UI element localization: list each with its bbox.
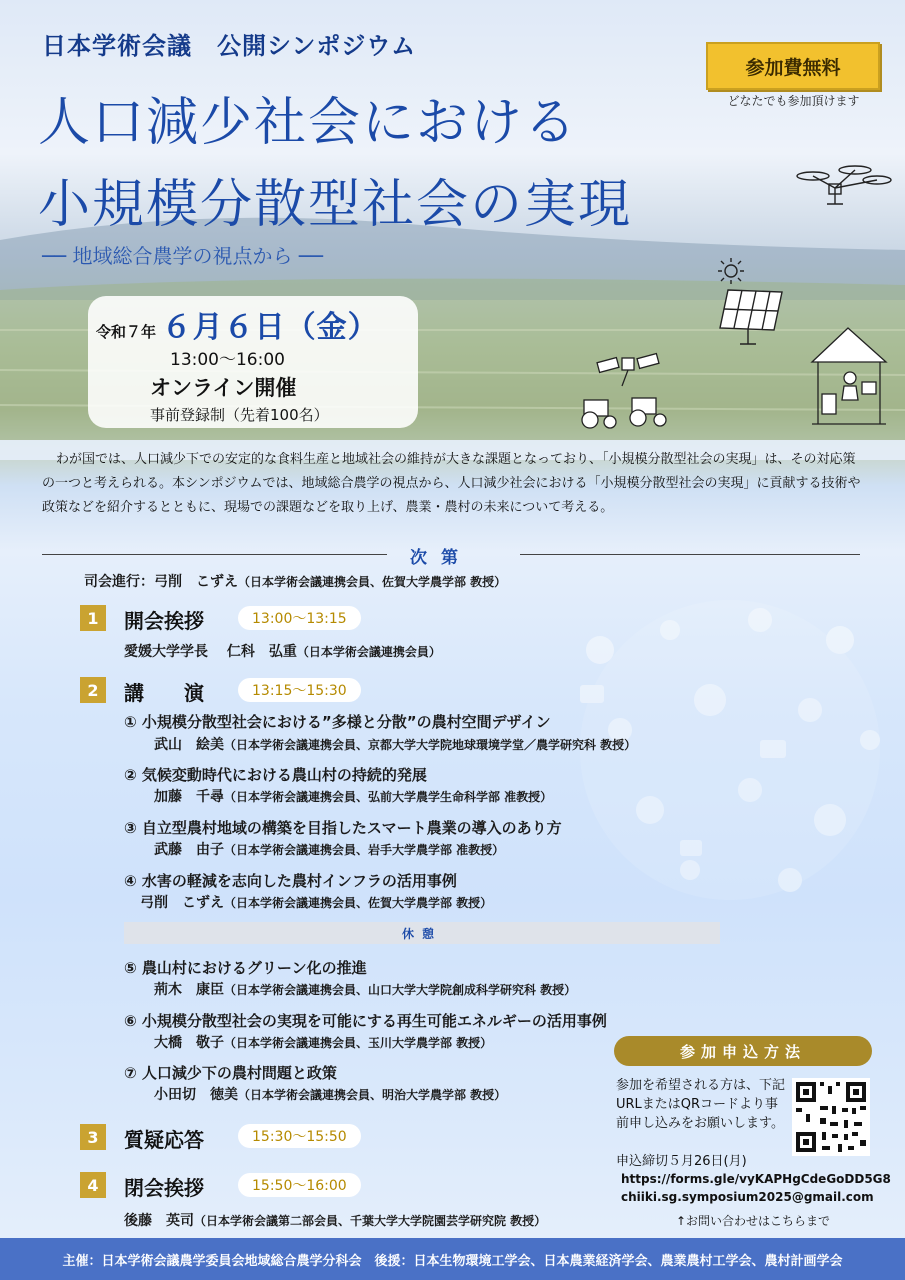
title-line-2: 小規模分散型社会の実現 xyxy=(38,175,633,235)
lecture-speaker-line xyxy=(154,1084,506,1104)
section-time: 13:15〜15:30 xyxy=(238,678,361,702)
speaker-affiliation: （日本学術会議連携会員、岩手大学農学部 准教授） xyxy=(224,843,505,857)
lecture-speaker-line xyxy=(140,892,492,912)
section-number: 4 xyxy=(80,1172,106,1198)
inquiry-note: ↑お問い合わせはこちらまで xyxy=(676,1214,831,1228)
drone-icon xyxy=(795,160,895,220)
free-admission-badge: 参加費無料 xyxy=(706,42,880,90)
speaker-name: 後藤 英司 xyxy=(124,1213,194,1229)
speaker-affiliation: （日本学術会議連携会員、弘前大学農学生命科学部 准教授） xyxy=(224,790,553,804)
speaker-affiliation: （日本学術会議連携会員、佐賀大学農学部 教授） xyxy=(224,896,493,910)
program-heading: 次第 xyxy=(410,548,472,568)
mc-line xyxy=(84,571,506,591)
speaker-affiliation: （日本学術会議連携会員、玉川大学農学部 教授） xyxy=(224,1036,493,1050)
subtitle: ── 地域総合農学の視点から ── xyxy=(42,244,323,268)
event-time: 13:00〜16:00 xyxy=(170,350,285,370)
speaker-affiliation: （日本学術会議第二部会員、千葉大学大学院園芸学研究院 教授） xyxy=(194,1214,547,1228)
section-number: 2 xyxy=(80,677,106,703)
lecture-title: ② 気候変動時代における農山村の持続的発展 xyxy=(124,766,427,784)
organizer-heading: 日本学術会議 公開シンポジウム xyxy=(42,32,417,60)
speaker-affiliation: （日本学術会議連携会員、京都大学大学院地球環境学堂／農学研究科 教授） xyxy=(224,738,637,752)
solar-panel-icon xyxy=(718,288,784,346)
speaker-affiliation: （日本学術会議連携会員、明治大学農学部 教授） xyxy=(238,1088,507,1102)
speaker-name: 小田切 徳美 xyxy=(154,1087,238,1103)
speaker-name: 愛媛大学学長 仁科 弘重 xyxy=(124,644,297,660)
intro-paragraph: わが国では、人口減少下での安定的な食料生産と地域社会の維持が大きな課題となっており、「小規模分散型社会の実現」は、その対応策の一つと考えられる。本シンポジウムでは、地域総合農学の視点から、人口減少社会における「小規模分散型社会の実現」に貢献する技術や政策などを紹介するとともに、現場での課題などを取り上げ、農業・農村の未来について考える。 xyxy=(42,452,861,515)
lecture-title: ① 小規模分散型社会における”多様と分散”の農村空間デザイン xyxy=(124,713,551,731)
section-number: 1 xyxy=(80,605,106,631)
satellite-icon xyxy=(596,352,662,392)
apply-deadline: 申込締切５月26日(月) xyxy=(616,1154,747,1169)
section-title: 閉会挨拶 xyxy=(124,1176,204,1200)
section-title: 講 演 xyxy=(124,681,204,705)
event-date xyxy=(96,302,379,346)
event-format: オンライン開催 xyxy=(150,376,297,400)
mc-label: 司会進行：弓削 こずえ xyxy=(84,574,238,590)
speaker-name: 武藤 由子 xyxy=(154,842,224,858)
lecture-speaker-line xyxy=(154,734,636,754)
event-registration: 事前登録制（先着100名） xyxy=(150,406,329,424)
speaker-affiliation: （日本学術会議連携会員） xyxy=(296,645,441,659)
apply-instructions: 参加を希望される方は、下記URLまたはQRコードより事前申し込みをお願いします。 xyxy=(616,1078,786,1131)
lecture-title: ⑥ 小規模分散型社会の実現を可能にする再生可能エネルギーの活用事例 xyxy=(124,1012,607,1030)
speaker-name: 弓削 こずえ xyxy=(140,895,224,911)
sun-icon xyxy=(716,256,746,286)
section-time: 15:30〜15:50 xyxy=(238,1124,361,1148)
speaker-name: 加藤 千尋 xyxy=(154,789,224,805)
section-title: 質疑応答 xyxy=(124,1128,204,1152)
speaker-name: 大橋 敬子 xyxy=(154,1035,224,1051)
lecture-title: ⑤ 農山村におけるグリーン化の推進 xyxy=(124,959,367,977)
event-era: 令和７年 xyxy=(96,323,157,341)
closing-speaker-line xyxy=(124,1210,546,1230)
lecture-title: ③ 自立型農村地域の構築を目指したスマート農業の導入のあり方 xyxy=(124,819,562,837)
lecture-title: ④ 水害の軽減を志向した農村インフラの活用事例 xyxy=(124,872,457,890)
speaker-affiliation: （日本学術会議連携会員、山口大学大学院創成科学研究科 教授） xyxy=(224,983,577,997)
lecture-speaker-line xyxy=(154,786,552,806)
mc-affiliation: （日本学術会議連携会員、佐賀大学農学部 教授） xyxy=(238,575,507,589)
title-line-1: 人口減少社会における xyxy=(38,93,579,153)
apply-heading: 参加申込方法 xyxy=(614,1036,872,1066)
speaker-name: 武山 絵美 xyxy=(154,737,224,753)
free-admission-note: どなたでも参加頂けます xyxy=(727,94,860,108)
section-number: 3 xyxy=(80,1124,106,1150)
section-title: 開会挨拶 xyxy=(124,609,204,633)
divider-left xyxy=(42,554,387,555)
section-time: 13:00〜13:15 xyxy=(238,606,361,630)
section-time: 15:50〜16:00 xyxy=(238,1173,361,1197)
event-date-main: ６月６日（金） xyxy=(161,310,379,345)
contact-email-link[interactable]: chiiki.sg.symposium2025@gmail.com xyxy=(621,1190,874,1204)
speaker-name: 荊木 康臣 xyxy=(154,982,224,998)
farm-stand-icon xyxy=(808,320,890,430)
opening-speaker-line xyxy=(124,641,441,661)
lecture-speaker-line xyxy=(154,839,504,859)
lecture-speaker-line xyxy=(154,979,576,999)
form-url-link[interactable]: https://forms.gle/vyKAPHgCdeGoDD5G8 xyxy=(621,1172,891,1186)
tractor-icon xyxy=(576,392,680,432)
break-bar: 休憩 xyxy=(124,922,720,944)
lecture-speaker-line xyxy=(154,1032,492,1052)
divider-right xyxy=(520,554,860,555)
footer-organizers: 主催：日本学術会議農学委員会地域総合農学分科会 後援：日本生物環境工学会、日本農業経済学会、農業農村工学会、農村計画学会 xyxy=(0,1238,905,1280)
qr-code-icon[interactable] xyxy=(792,1078,870,1156)
lecture-title: ⑦ 人口減少下の農村問題と政策 xyxy=(124,1064,337,1082)
